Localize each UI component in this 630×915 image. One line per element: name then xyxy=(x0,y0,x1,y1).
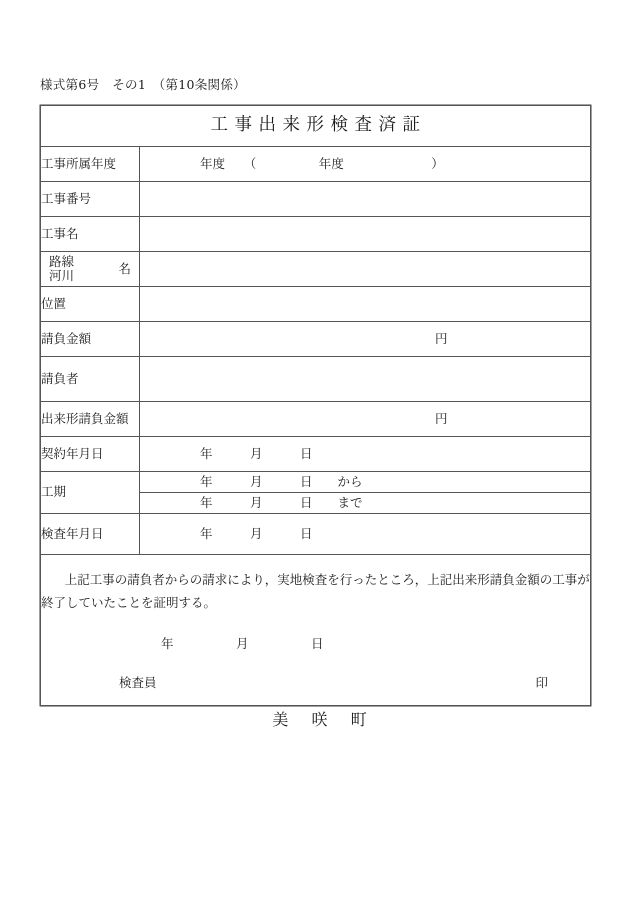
row-value-work-period-from[interactable]: 年 月 日 から xyxy=(140,472,591,493)
row-value-contract-amount[interactable] xyxy=(140,322,591,357)
form-number: 様式第6号 その1 （第10条関係） xyxy=(40,77,246,92)
row-label-name-suffix: 名 xyxy=(118,260,131,276)
row-label-work-name: 工事名 xyxy=(41,217,140,252)
row-value-contract-date[interactable]: 年 月 日 xyxy=(140,437,591,472)
table-row xyxy=(41,287,591,322)
row-value-work-name[interactable] xyxy=(140,217,591,252)
row-label-contract-amount: 請負金額 xyxy=(41,322,140,357)
row-label-work-number: 工事番号 xyxy=(41,182,140,217)
table-row xyxy=(41,402,591,437)
row-label-fiscal-year: 工事所属年度 xyxy=(41,147,140,182)
row-label-contractor: 請負者 xyxy=(41,357,140,402)
statement-date-line[interactable]: 年 月 日 xyxy=(161,636,324,652)
row-value-work-number[interactable] xyxy=(140,182,591,217)
title-cell xyxy=(41,106,591,147)
footer-town-name: 美 咲 町 xyxy=(272,710,376,729)
table-row xyxy=(41,182,591,217)
row-value-fiscal-year[interactable]: 年度 （ 年度 ） xyxy=(140,147,591,182)
yen-unit: 円 xyxy=(435,410,448,426)
row-label-location: 位置 xyxy=(41,287,140,322)
row-value-inspection-date[interactable]: 年 月 日 xyxy=(140,514,591,555)
table-row-statement xyxy=(41,555,591,706)
document-title: 工事出来形検査済証 xyxy=(210,115,427,136)
row-label-contract-date: 契約年月日 xyxy=(41,437,140,472)
table-row xyxy=(41,514,591,555)
table-row xyxy=(41,472,591,493)
row-label-completed-amount: 出来形請負金額 xyxy=(41,402,140,437)
row-value-contractor[interactable] xyxy=(140,357,591,402)
inspector-label: 検査員 xyxy=(119,675,157,691)
row-label-work-period: 工期 xyxy=(41,472,140,514)
row-label-route: 路線 xyxy=(49,253,75,269)
seal-label: 印 xyxy=(535,675,548,691)
row-value-location[interactable] xyxy=(140,287,591,322)
yen-unit: 円 xyxy=(435,330,448,346)
row-value-work-period-to[interactable]: 年 月 日 まで xyxy=(140,493,591,514)
certificate-table xyxy=(40,105,591,706)
statement-cell xyxy=(41,555,591,706)
statement-body: 上記工事の請負者からの請求により，実地検査を行ったところ，上記出来形請負金額の工事が終了していたことを証明する。 xyxy=(41,572,590,611)
table-row xyxy=(41,437,591,472)
signature-row xyxy=(41,675,590,692)
signature-spacer xyxy=(157,675,536,692)
table-row xyxy=(41,252,591,287)
row-value-route-river-name[interactable] xyxy=(140,252,591,287)
table-row xyxy=(41,322,591,357)
row-label-route-river-name xyxy=(41,252,140,287)
row-label-inspection-date: 検査年月日 xyxy=(41,514,140,555)
table-row xyxy=(41,217,591,252)
table-row-title xyxy=(41,106,591,147)
table-row xyxy=(41,147,591,182)
row-value-completed-amount[interactable] xyxy=(140,402,591,437)
row-label-river: 河川 xyxy=(49,268,75,283)
table-row xyxy=(41,357,591,402)
